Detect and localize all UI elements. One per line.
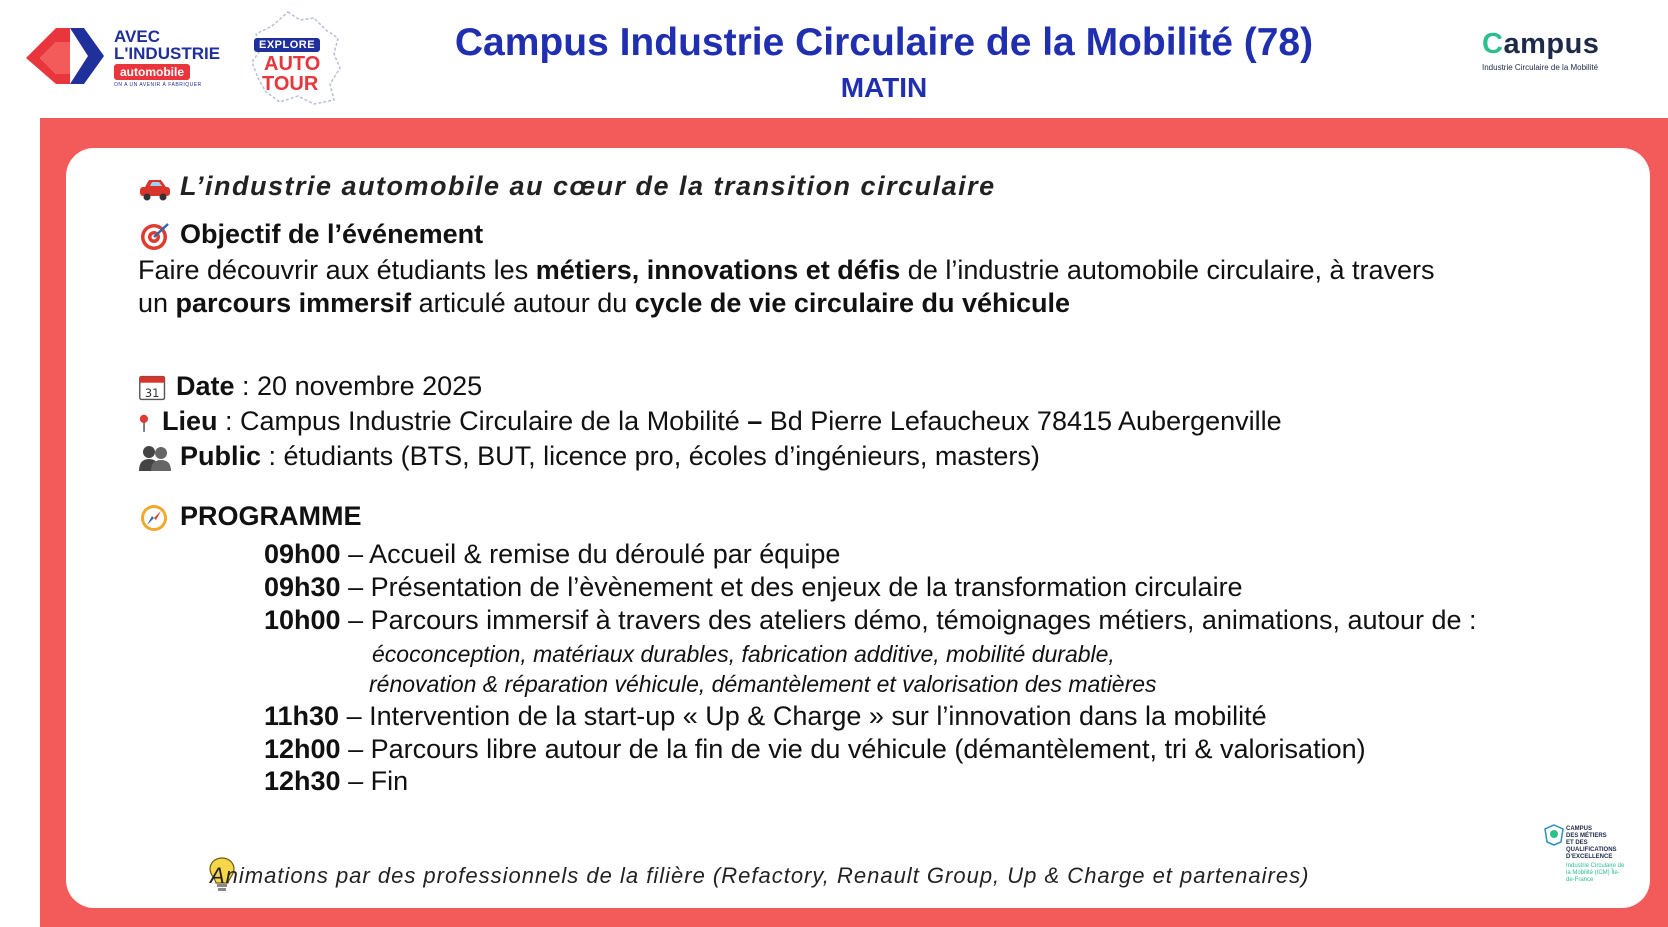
objective-heading-text: Objectif de l’événement [180, 219, 484, 249]
page-title [0, 20, 1668, 66]
explore-label: EXPLORE [254, 38, 320, 52]
programme-time: 09h00 [264, 539, 341, 569]
programme-item-6 [264, 765, 408, 797]
programme-time: 11h30 [264, 701, 340, 731]
explore-auto-text: AUTO [264, 53, 321, 75]
tagline-text: L’industrie automobile au cœur de la transition circulaire [180, 171, 996, 201]
cmq-logo [1544, 824, 1634, 894]
programme-item-4 [264, 700, 1267, 732]
page-subtitle: MATIN [840, 72, 928, 103]
public-line [138, 440, 1040, 473]
campus-sub: Industrie Circulaire de la Mobilité [1482, 63, 1599, 72]
avec-tagline: ON A UN AVENIR À FABRIQUER [114, 82, 202, 88]
people-icon [138, 443, 172, 473]
objective-l2-d: cycle de vie circulaire du véhicule [634, 288, 1071, 318]
campus-logo [1482, 28, 1632, 72]
programme-item-5 [264, 733, 1366, 765]
programme-text: – Intervention de la start-up « Up & Charge » sur l’innovation dans la mobilité [339, 701, 1267, 731]
programme-heading-text: PROGRAMME [180, 501, 362, 531]
tagline [138, 170, 996, 203]
programme-time: 12h30 [264, 766, 341, 796]
objective-l2-b: parcours immersif [175, 288, 412, 318]
cmq-l3: ET DES [1566, 840, 1588, 846]
programme-time: 09h30 [264, 572, 341, 602]
campus-first-letter: C [1482, 28, 1504, 60]
objective-l2-a: un [138, 288, 176, 318]
programme-text: – Accueil & remise du déroulé par équipe [340, 539, 841, 569]
programme-text: – Présentation de l’èvènement et des enjeux de la transformation circulaire [340, 572, 1243, 602]
cmq-l5: D’EXCELLENCE [1566, 854, 1613, 860]
avec-line1: AVEC [114, 27, 160, 46]
pin-icon [138, 408, 158, 438]
footer-note: Animations par des professionnels de la filière (Refactory, Renault Group, Up & Charge et partenaires) [210, 863, 1310, 888]
programme-text: – Parcours libre autour de la fin de vie du véhicule (démantèlement, tri & valorisation) [340, 734, 1366, 764]
objective-l2-c: articulé autour du [411, 288, 635, 318]
programme-item-2 [264, 571, 1243, 603]
objective-line-2 [138, 287, 1070, 319]
public-value: : étudiants (BTS, BUT, licence pro, écoles d’ingénieurs, masters) [261, 441, 1040, 471]
objective-l1-c: de l’industrie automobile circulaire, à travers [900, 255, 1435, 285]
workshops-line-1: écoconception, matériaux durables, fabrication additive, mobilité durable, [372, 641, 1115, 667]
target-icon [138, 221, 172, 251]
programme-text: – Fin [340, 766, 409, 796]
car-icon [138, 173, 172, 203]
calendar-icon [138, 373, 168, 403]
cmq-l4: QUALIFICATIONS [1566, 847, 1617, 853]
explore-tour-text: TOUR [262, 73, 319, 95]
page-title-text: Campus Industrie Circulaire de la Mobilité (78) [454, 21, 1314, 64]
header [0, 0, 1668, 120]
campus-rest: ampus [1503, 28, 1600, 60]
programme-time: 10h00 [264, 605, 341, 635]
lieu-value: : Campus Industrie Circulaire de la Mobilité [217, 406, 748, 436]
automobile-badge: automobile [114, 64, 190, 80]
compass-icon [138, 503, 172, 533]
objective-l1-a: Faire découvrir aux étudiants les [138, 255, 536, 285]
programme-text: – Parcours immersif à travers des ateliers démo, témoignages métiers, animations, autour de : [340, 605, 1477, 635]
objective-heading [138, 218, 483, 251]
campus-word [1482, 28, 1632, 61]
date-value: : 20 novembre 2025 [234, 371, 483, 401]
cmq-l1: CAMPUS [1566, 826, 1593, 832]
programme-time: 12h00 [264, 734, 341, 764]
lieu-value-2: Bd Pierre Lefaucheux 78415 Aubergenville [762, 406, 1282, 436]
objective-line-1 [138, 254, 1435, 286]
public-label: Public [180, 441, 262, 471]
svg-text:31: 31 [144, 385, 160, 400]
lieu-dash: – [747, 406, 763, 436]
cmq-emblem-icon [1544, 824, 1564, 846]
lieu-label: Lieu [162, 406, 218, 436]
cmq-sub: Industrie Circulaire de la Mobilité (ICM) Île-de-France [1566, 863, 1625, 883]
programme-heading [138, 500, 362, 533]
programme-item-1 [264, 538, 840, 570]
programme-item-3 [264, 604, 1477, 636]
date-line [138, 370, 482, 403]
date-label: Date [176, 371, 235, 401]
lieu-line [138, 405, 1282, 438]
workshops-line-2: rénovation & réparation véhicule, démantèlement et valorisation des matières [369, 671, 1157, 697]
objective-l1-b: métiers, innovations et défis [535, 255, 901, 285]
avec-line2: L'INDUSTRIE [114, 44, 221, 63]
cmq-l2: DES MÉTIERS [1566, 833, 1607, 839]
